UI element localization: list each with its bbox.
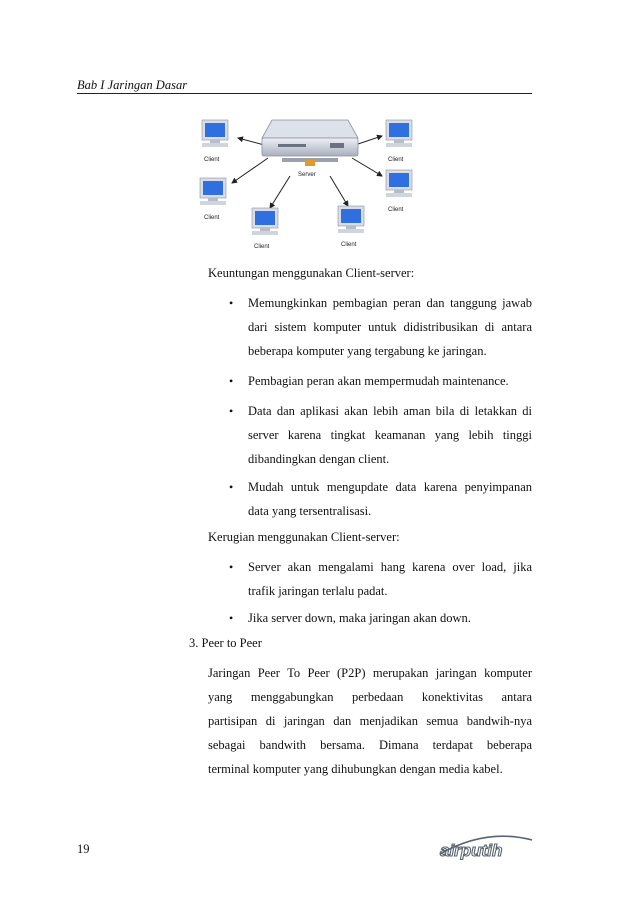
- page-number: 19: [77, 842, 90, 856]
- disadvantages-heading: Kerugian menggunakan Client-server:: [208, 530, 400, 544]
- bullet-marker: •: [229, 296, 234, 310]
- bullet-marker: •: [229, 611, 234, 625]
- client-server-diagram: [190, 108, 440, 258]
- bullet-marker: •: [229, 560, 234, 574]
- client-monitor-icon: [338, 206, 364, 233]
- section-3-title: 3. Peer to Peer: [189, 636, 262, 650]
- advantage-item-3-line-1: Data dan aplikasi akan lebih aman bila di letakkan di: [248, 404, 532, 418]
- disadvantage-item-1-line-2: trafik jaringan terlalu padat.: [248, 584, 388, 598]
- client-label: Client: [388, 207, 404, 213]
- advantage-item-1-line-1: Memungkinkan pembagian peran dan tanggung jawab: [248, 296, 532, 310]
- p2p-paragraph-line-1: Jaringan Peer To Peer (P2P) merupakan jaringan komputer: [208, 666, 532, 680]
- airputih-logo: [436, 826, 536, 862]
- svg-text:airputih: airputih: [440, 841, 503, 860]
- client-monitor-icon: [386, 120, 412, 147]
- advantage-item-3-line-3: dibandingkan dengan client.: [248, 452, 390, 466]
- p2p-paragraph-line-2: yang menggabungkan perbedaan konektivitas antara: [208, 690, 532, 704]
- bullet-marker: •: [229, 480, 234, 494]
- advantage-item-3-line-2: server karena tingkat keamanan yang lebih tinggi: [248, 428, 532, 442]
- p2p-paragraph-line-3: partisipan di jaringan dan menjadikan semua bandwih-nya: [208, 714, 532, 728]
- advantage-item-4-line-1: Mudah untuk mengupdate data karena penyimpanan: [248, 480, 532, 494]
- header-rule: [77, 93, 532, 94]
- advantage-item-4-line-2: data yang tersentralisasi.: [248, 504, 372, 518]
- chapter-header: Bab I Jaringan Dasar: [77, 78, 188, 92]
- client-monitor-icon: [252, 208, 278, 235]
- disadvantage-item-1-line-1: Server akan mengalami hang karena over load, jika: [248, 560, 532, 574]
- client-label: Client: [254, 244, 270, 250]
- bullet-marker: •: [229, 374, 234, 388]
- server-label: Server: [298, 172, 316, 178]
- client-monitor-icon: [202, 120, 228, 147]
- advantage-item-2-line-1: Pembagian peran akan mempermudah maintenance.: [248, 374, 509, 388]
- client-label: Client: [388, 157, 404, 163]
- client-label: Client: [204, 157, 220, 163]
- disadvantage-item-2-line-1: Jika server down, maka jaringan akan down.: [248, 611, 471, 625]
- p2p-paragraph-line-4: sebagai bandwith bersama. Dimana terdapat beberapa: [208, 738, 532, 752]
- client-label: Client: [341, 242, 357, 248]
- advantage-item-1-line-2: dari sistem komputer untuk didistribusikan di antara: [248, 320, 532, 334]
- server-icon: [262, 120, 358, 166]
- p2p-paragraph-line-5: terminal komputer yang dihubungkan dengan media kabel.: [208, 762, 503, 776]
- advantages-heading: Keuntungan menggunakan Client-server:: [208, 266, 415, 280]
- client-label: Client: [204, 215, 220, 221]
- bullet-marker: •: [229, 404, 234, 418]
- client-monitor-icon: [386, 170, 412, 197]
- advantage-item-1-line-3: beberapa komputer yang tergabung ke jaringan.: [248, 344, 487, 358]
- client-monitor-icon: [200, 178, 226, 205]
